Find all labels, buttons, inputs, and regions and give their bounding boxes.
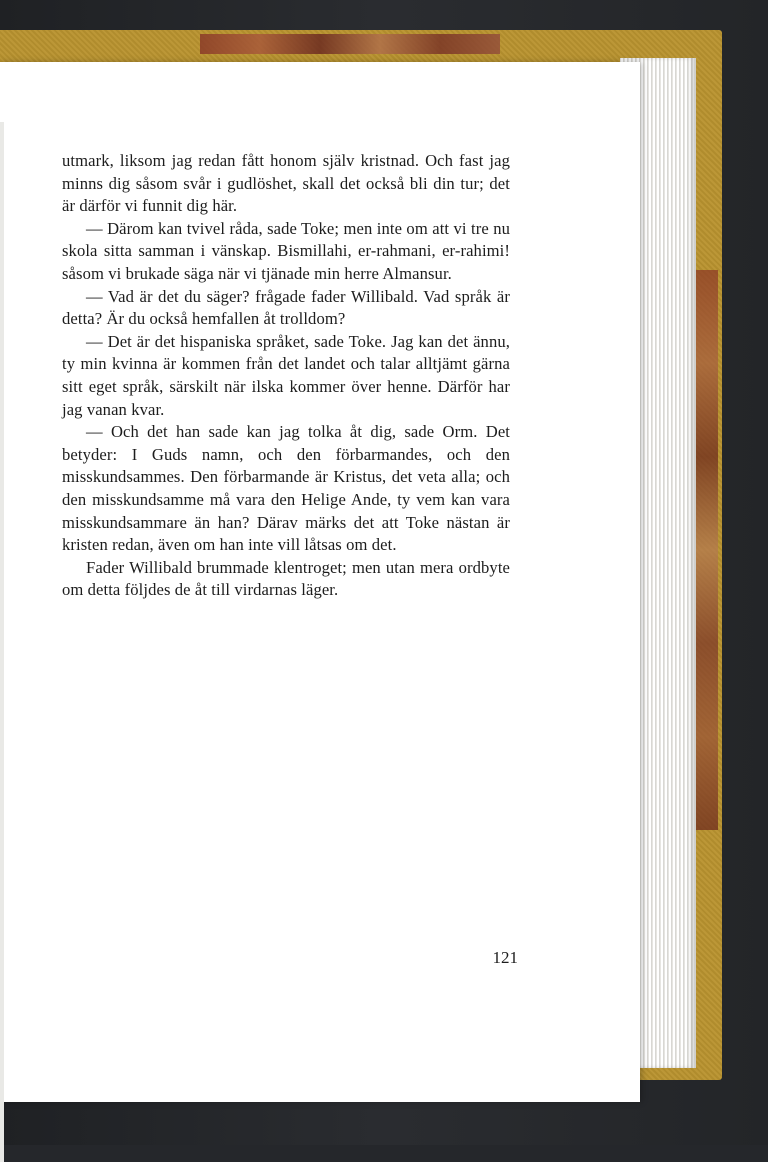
page-edge bbox=[0, 122, 4, 1162]
paragraph-6: Fader Willibald brummade klentroget; men utan mera ordbyte om detta följdes de åt till virdarnas läger. bbox=[62, 557, 510, 600]
paragraph-3: — Vad är det du säger? frågade fader Willibald. Vad språk är detta? Är du också hemfallen åt trolldom? bbox=[62, 286, 510, 329]
paragraph-5: — Och det han sade kan jag tolka åt dig, sade Orm. Det betyder: I Guds namn, och den förbarmandes, och den misskundsammes. Den förbarmande är Kristus, det veta alla; och den misskundsamme må vara den Helige Ande, ty vem kan vara misskundsammare än han? Därav märks det att Toke nästan är kristen redan, även om han inte vill låtsas om det. bbox=[62, 422, 510, 555]
paragraph-2: — Därom kan tvivel råda, sade Toke; men inte om att vi tre nu skola sitta samman i vänskap. Bismillahi, er-rahmani, er-rahimi! såsom vi brukade säga när vi tjänade min herre Almansur. bbox=[62, 218, 510, 283]
page-body bbox=[62, 150, 510, 602]
marbled-edge-top bbox=[200, 34, 500, 54]
paragraph-1: utmark, liksom jag redan fått honom själv kristnad. Och fast jag minns dig såsom svår i gudlöshet, skall det också bli din tur; det är därför vi funnit dig här. bbox=[62, 151, 510, 216]
page-number: 121 bbox=[492, 948, 518, 967]
paragraph-4: — Det är det hispaniska språket, sade Toke. Jag kan det ännu, ty min kvinna är kommen från det landet och talar alltjämt gärna sitt eget språk, särskilt när ilska kommer över henne. Därför har jag vanan kvar. bbox=[62, 331, 510, 419]
